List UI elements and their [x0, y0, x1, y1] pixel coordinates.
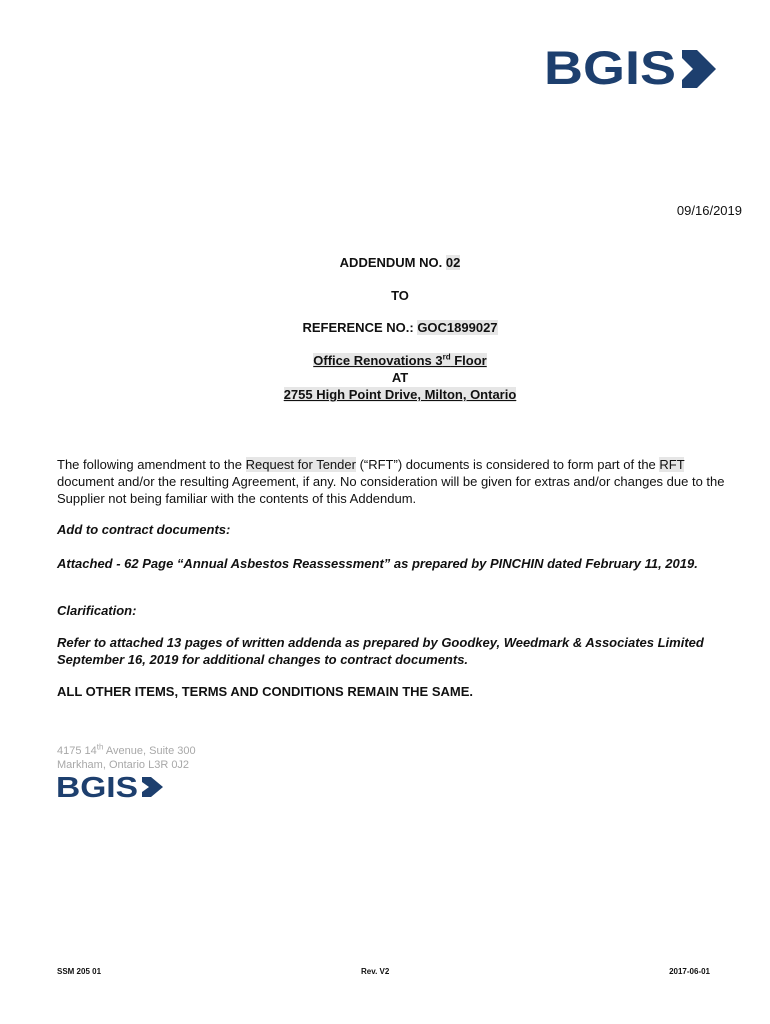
document-date: 09/16/2019 — [676, 203, 742, 218]
bgis-logo-header — [544, 44, 716, 90]
footer-revision: Rev. V2 — [361, 967, 390, 976]
at-line: AT — [391, 370, 409, 385]
address-line-2: Markham, Ontario L3R 0J2 — [57, 759, 190, 771]
attached-item: Attached - 62 Page “Annual Asbestos Reassessment” as prepared by PINCHIN dated February 11, 2019. — [57, 556, 698, 571]
addendum-title — [0, 255, 770, 270]
reference-number: GOC1899027 — [417, 320, 498, 335]
refer-item: Refer to attached 13 pages of written addenda as prepared by Goodkey, Weedmark & Associates Limited September 16, 2019 for additional changes to contract documents. — [57, 635, 704, 667]
intro-paragraph: The following amendment to the Request for Tender (“RFT”) documents is considered to form part of the RFT document and/or the resulting Agreement, if any. No consideration will be given for extras and/or changes due to the Supplier not being familiar with the contents of this Addendum. — [57, 457, 725, 506]
reference-line — [0, 320, 770, 335]
rft-highlight: Request for Tender — [245, 457, 356, 472]
svg-text:BGIS: BGIS — [56, 772, 138, 800]
reference-label: REFERENCE NO.: — [302, 320, 414, 335]
bgis-logo-footer — [56, 772, 164, 800]
addendum-number: 02 — [445, 255, 461, 270]
footer-date: 2017-06-01 — [669, 967, 710, 976]
rft-abbrev-highlight: RFT — [659, 457, 685, 472]
company-address — [57, 744, 196, 772]
project-name — [0, 353, 770, 368]
project-title: Office Renovations 3rd Floor — [313, 352, 487, 368]
addendum-label: ADDENDUM NO. — [339, 255, 443, 270]
add-heading: Add to contract documents: — [57, 522, 231, 537]
clarification-heading: Clarification: — [57, 603, 137, 618]
footer-form-code: SSM 205 01 — [57, 967, 102, 976]
project-address: 2755 High Point Drive, Milton, Ontario — [283, 387, 517, 402]
all-other-statement: ALL OTHER ITEMS, TERMS AND CONDITIONS REMAIN THE SAME. — [57, 684, 474, 699]
svg-text:BGIS: BGIS — [544, 44, 676, 90]
to-line: TO — [391, 288, 409, 303]
address-line-1: 4175 14th Avenue, Suite 300 — [57, 742, 196, 757]
